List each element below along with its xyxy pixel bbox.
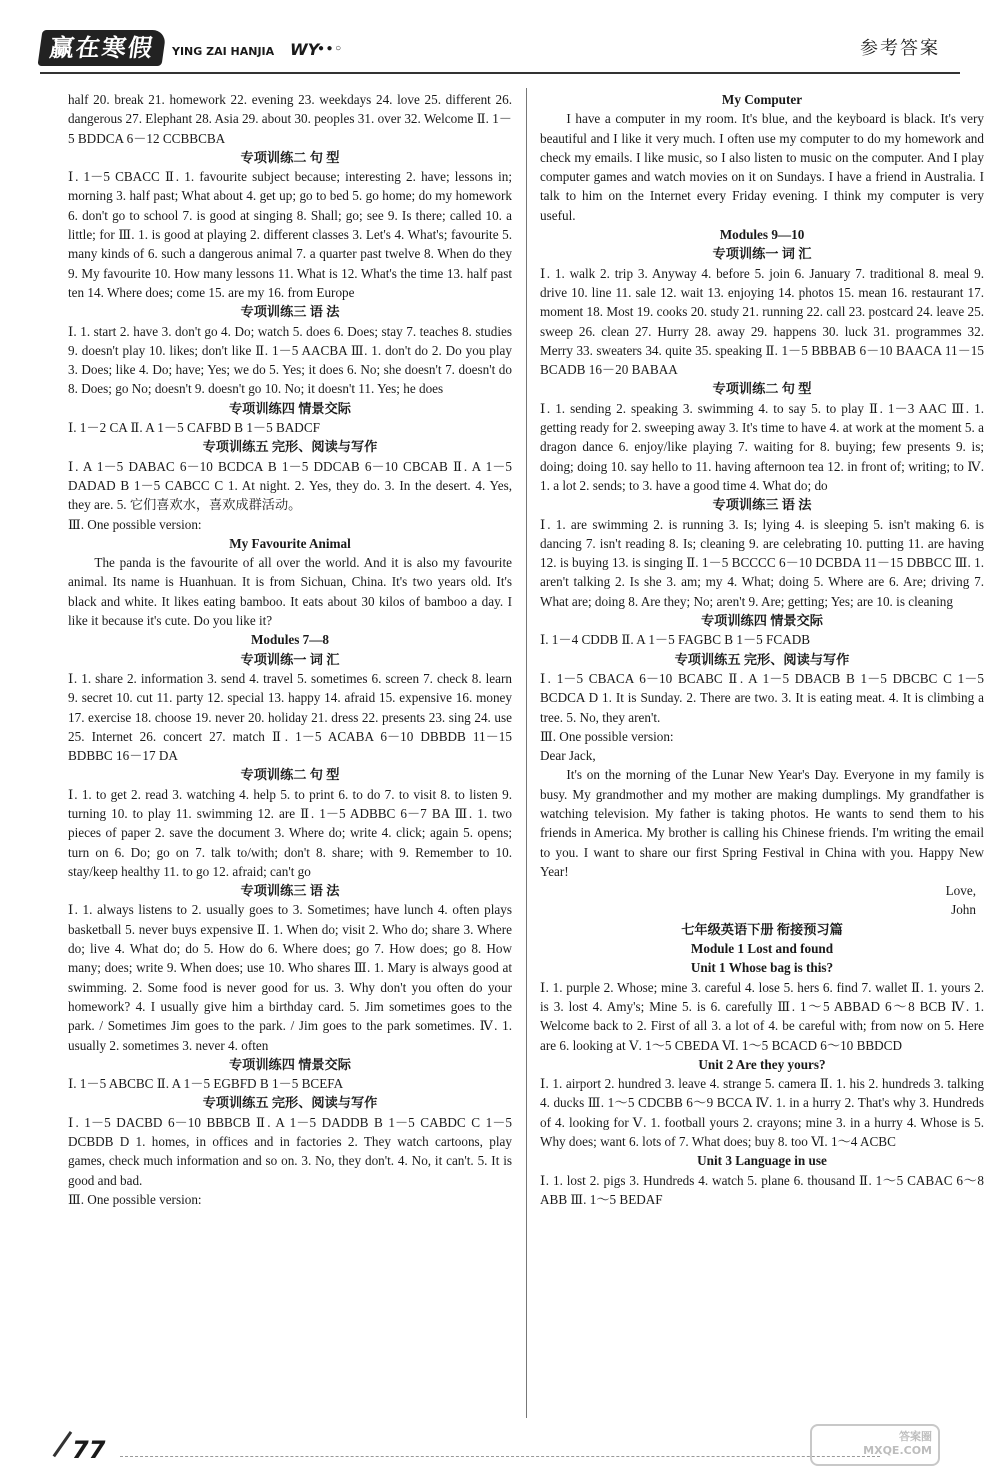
- section-heading: Modules 7—8: [250, 632, 330, 648]
- section-heading: 专项训练二 句 型: [240, 767, 340, 783]
- section-heading: My Favourite Animal: [229, 535, 351, 551]
- section-heading: 专项训练三 语 法: [240, 883, 340, 899]
- section-heading: 专项训练五 完形、阅读与写作: [202, 1095, 378, 1111]
- section-heading: 专项训练四 情景交际: [229, 1056, 351, 1072]
- answer-paragraph: Ⅰ. 1. share 2. information 3. send 4. travel 5. sometimes 6. screen 7. check 8. learn 9. secret 10. cut 11. party 12. special 13. happy 14. afraid 15. expensive 16. money 17. exercise 18. choose 19. never 20. holiday 21. dress 22. presents 23. sing 24. use 25. Internet 26. concert 27. match Ⅱ. 1－5 ACABA 6－10 DBBDB 11－15 BDBBC 16－17 DA: [68, 670, 512, 764]
- answer-paragraph: Ⅲ. One possible version:: [540, 728, 674, 744]
- section-heading: Module 1 Lost and found: [690, 941, 834, 957]
- signature-line: Love,: [945, 883, 976, 899]
- section-heading: Modules 9—10: [719, 227, 805, 243]
- essay-paragraph: I have a computer in my room. It's blue, and the keyboard is black. It's very beautiful and I like it very much. I often use my computer to do my homework and check my emails. I like music, so I also listen to music on the computer. And I play computer games and watch movies on it on Sundays. I have a friend in Australia. I talk to him on the Internet every Friday evening. I think my computer is very useful.: [540, 111, 984, 223]
- answer-paragraph: Ⅰ. 1. sending 2. speaking 3. swimming 4. to say 5. to play Ⅱ. 1－3 AAC Ⅲ. 1. getting ready for 2. sweeping away 3. It's time to have 4. at work at the moment 5. a dragon dance 6. enjoy/like playing 7. waiting for 8. buying; few presents 9. is; doing; doing 10. say hello to 11. having afternoon tea 12. in front of; writing; to Ⅳ. 1. a lot 2. sends; to 3. have a good time 4. What do; do: [540, 400, 984, 493]
- section-heading: 专项训练五 完形、阅读与写作: [674, 651, 850, 667]
- section-heading: 专项训练一 词 汇: [712, 246, 812, 262]
- answer-paragraph: Ⅰ. 1. always listens to 2. usually goes to 3. Sometimes; have lunch 4. often plays basketball 5. never buys expensive Ⅱ. 1. When do; visit 2. Who do; share 3. Where do; live 4. What do; do 5. How do 6. Where does; go 7. How does; go 8. How many; does; write 9. When does; use 10. Who shares Ⅲ. 1. Mary is always good at swimming. 2. Some food is never good for us. 3. Why don't you often do your homework? 4. I usually give him a birthday card. 5. Jim sometimes goes to the park. / Sometimes Jim goes to the park. / Jim goes to the park sometimes. Ⅳ. 1. usually 2. sometimes 3. never 4. often: [68, 902, 512, 1053]
- section-heading: My Computer: [721, 92, 803, 107]
- answer-paragraph: Dear Jack,: [540, 748, 596, 764]
- answer-paragraph: Ⅰ. 1. walk 2. trip 3. Anyway 4. before 5. join 6. January 7. traditional 8. meal 9. drive 10. line 11. sale 12. wait 13. enjoying 14. photos 15. mean 16. restaurant 17. moment 18. Most 19. cooks 20. study 21. running 22. call 23. postcard 24. leave 25. sweep 26. clean 27. Hurry 28. away 29. happens 30. luck 31. programmes 32. Merry 33. sweaters 34. quite 35. speaking Ⅱ. 1－5 BBBAB 6－10 BAACA 11－15 BCADB 16－20 BABAA: [540, 265, 984, 378]
- answer-paragraph: Ⅲ. One possible version:: [68, 1191, 202, 1207]
- answer-paragraph: Ⅰ. 1－4 CDDB Ⅱ. A 1－5 FAGBC B 1－5 FCADB: [540, 632, 811, 648]
- page-number: 77: [72, 1436, 106, 1464]
- page-title: 参考答案: [860, 38, 940, 59]
- left-column: [68, 90, 512, 1209]
- header-divider: [40, 72, 960, 74]
- section-heading: 专项训练四 情景交际: [229, 400, 351, 416]
- watermark-url: MXQE.COM: [863, 1444, 932, 1457]
- answer-paragraph: Ⅰ. 1. are swimming 2. is running 3. Is; lying 4. is sleeping 5. isn't making 6. is dancing 7. isn't reading 8. Is; cleaning 9. are celebrating 10. putting 11. are having 12. is buying 13. is singing Ⅱ. 1－5 BCCCC 6－10 DCBDA 11－15 DBBCC Ⅲ. 1. aren't talking 2. Is she 3. am; my 4. What; doing 5. Where are 6. Are; driving 7. What are; doing 8. Are they; No; aren't 9. Are; getting; Yes; are 10. is cleaning: [540, 516, 984, 609]
- answer-paragraph: Ⅰ. 1. airport 2. hundred 3. leave 4. strange 5. camera Ⅱ. 1. his 2. hundreds 3. talking 4. ducks Ⅲ. 1～5 CDCBB 6～9 BCCA Ⅳ. 1. in a hurry 2. That's why 3. Hundreds of 4. looking for Ⅴ. 1. football yours 2. crayons; mine 3. in a hurry 4. Whose is 5. Why does; want 6. lots of 7. What does; buy 8. too Ⅵ. 1～4 ACBC: [540, 1076, 984, 1150]
- section-heading: 专项训练一 词 汇: [240, 651, 340, 667]
- answer-paragraph: Ⅰ. 1－2 CA Ⅱ. A 1－5 CAFBD B 1－5 BADCF: [68, 420, 320, 436]
- section-heading: 专项训练三 语 法: [240, 304, 340, 320]
- answer-paragraph: Ⅲ. One possible version:: [68, 516, 202, 532]
- column-divider: [526, 88, 527, 1418]
- section-heading: Unit 1 Whose bag is this?: [690, 960, 834, 976]
- answer-paragraph: Ⅰ. 1. lost 2. pigs 3. Hundreds 4. watch 5. plane 6. thousand Ⅱ. 1～5 CABAC 6～8 ABB Ⅲ. 1～5 BEDAF: [540, 1172, 984, 1207]
- page-header: [0, 0, 1000, 70]
- footer-divider: [120, 1456, 880, 1457]
- page-footer: [60, 1430, 940, 1470]
- signature-line: John: [951, 902, 976, 918]
- essay-paragraph: It's on the morning of the Lunar New Year's Day. Everyone in my family is busy. My grandmother and my mother are making dumplings. My grandfather is watching television. My father is taking photos. He wants to send them to his friends in America. My brother is calling his Chinese friends. I'm writing the email to you. I want to share our first Spring Festival in China with you. Happy New Year!: [540, 767, 984, 879]
- right-column: [540, 90, 984, 1209]
- answer-paragraph: Ⅰ. 1－5 DACBD 6－10 BBBCB Ⅱ. A 1－5 DADDB B 1－5 CABDC C 1－5 DCBDB D 1. homes, in offices and in factories 2. They watch cartoons, play games, check much information and so on. 3. No, they don't. 4. No, it can't. 5. It is good and bad.: [68, 1114, 512, 1188]
- watermark-title: 答案圈: [899, 1430, 932, 1443]
- answer-paragraph: Ⅰ. 1. purple 2. Whose; mine 3. careful 4. lose 5. hers 6. find 7. wallet Ⅱ. 1. yours 2. is 3. lost 4. Amy's; Mine 5. is 6. carefully Ⅲ. 1～5 ABBAD 6～8 BCB Ⅳ. 1. Welcome back to 2. First of all 3. a lot of 4. be careful with; from now on 5. Here are 6. looking at Ⅴ. 1～5 CBEDA Ⅵ. 1～5 BCACD 6～10 BBDCD: [540, 979, 984, 1053]
- book-pinyin: YING ZAI HANJIA: [172, 45, 275, 58]
- edition-badge: WY: [290, 40, 320, 59]
- decorative-dots-icon: ● ● ○: [318, 43, 342, 54]
- answer-paragraph: half 20. break 21. homework 22. evening 23. weekdays 24. love 25. different 26. dangerous 27. Elephant 28. Asia 29. about 30. peoples 31. over 32. Welcome Ⅱ. 1－5 BDDCA 6－12 CCBBCBA: [68, 92, 512, 146]
- section-heading: 专项训练五 完形、阅读与写作: [202, 439, 378, 455]
- watermark: [810, 1424, 940, 1466]
- section-heading: 七年级英语下册 衔接预习篇: [681, 921, 843, 937]
- section-heading: 专项训练二 句 型: [240, 149, 340, 165]
- section-heading: Unit 2 Are they yours?: [698, 1056, 826, 1072]
- answer-paragraph: Ⅰ. 1－5 CBACA 6－10 BCABC Ⅱ. A 1－5 DBACB B 1－5 DBCBC C 1－5 BCDCA D 1. It is Sunday. 2. There are two. 3. It is eating meat. 4. It is climbing a tree. 5. No, they aren't.: [540, 670, 984, 725]
- book-logo: 赢在寒假: [37, 30, 166, 66]
- section-heading: 专项训练三 语 法: [712, 497, 812, 513]
- section-heading: 专项训练四 情景交际: [701, 613, 823, 629]
- answer-paragraph: Ⅰ. 1－5 ABCBC Ⅱ. A 1－5 EGBFD B 1－5 BCEFA: [68, 1076, 344, 1092]
- answer-paragraph: Ⅰ. 1－5 CBACC Ⅱ. 1. favourite subject because; interesting 2. have; lessons in; morning 3. half past; What about 4. get up; go to bed 5. go home; do my homework 6. don't go to school 7. is good at singing 8. Shall; go; see 9. Is there; called 10. a little; for Ⅲ. 1. is good at playing 2. different classes 3. Let's 4. What's; favourite 5. many kinds of 6. such a dangerous animal 7. a quarter past twelve 8. When do they 9. My favourite 10. How many lessons 11. What is 12. What's the time 13. half past ten 14. Where does; come 15. are my 16. from Europe: [68, 169, 512, 300]
- answer-paragraph: Ⅰ. A 1－5 DABAC 6－10 BCDCA B 1－5 DDCAB 6－10 CBCAB Ⅱ. A 1－5 DADAD B 1－5 CABCC C 1. At night. 2. Yes, they do. 3. In the desert. 4. Yes, they are. 5. 它们喜欢水，喜欢成群活动。: [68, 458, 512, 513]
- section-heading: Unit 3 Language in use: [697, 1153, 827, 1169]
- essay-paragraph: The panda is the favourite of all over the world. And it is also my favourite animal. Its name is Huanhuan. It is from Sichuan, China. It's two years old. It's black and white. It likes eating bamboo. It eats about 30 kilos of bamboo a day. I like it because it's cute. Do you like it?: [68, 555, 512, 629]
- answer-paragraph: Ⅰ. 1. to get 2. read 3. watching 4. help 5. to print 6. to do 7. to visit 8. to listen 9. turning 10. to play 11. swimming 12. are Ⅱ. 1－5 ADBBC 6－7 BA Ⅲ. 1. two pieces of paper 2. save the document 3. Where do; write 4. click; again 5. opens; turn on 6. Do; go on 7. talk to/with; don't 8. share; with 9. Remember to 10. stay/keep healthy 11. to go 12. afraid; can't go: [68, 786, 512, 879]
- section-heading: 专项训练二 句 型: [712, 381, 812, 397]
- answer-paragraph: Ⅰ. 1. start 2. have 3. don't go 4. Do; watch 5. does 6. Does; stay 7. teaches 8. studies 9. doesn't play 10. likes; don't like Ⅱ. 1－5 AACBA Ⅲ. 1. don't do 2. Do you play 3. Does; like 4. Do; have; Yes; we do 5. Yes; it does 6. No; she doesn't 7. doesn't do 8. Does; go No; doesn't 9. doesn't go 10. No; it doesn't 11. Yes; he does: [68, 323, 512, 397]
